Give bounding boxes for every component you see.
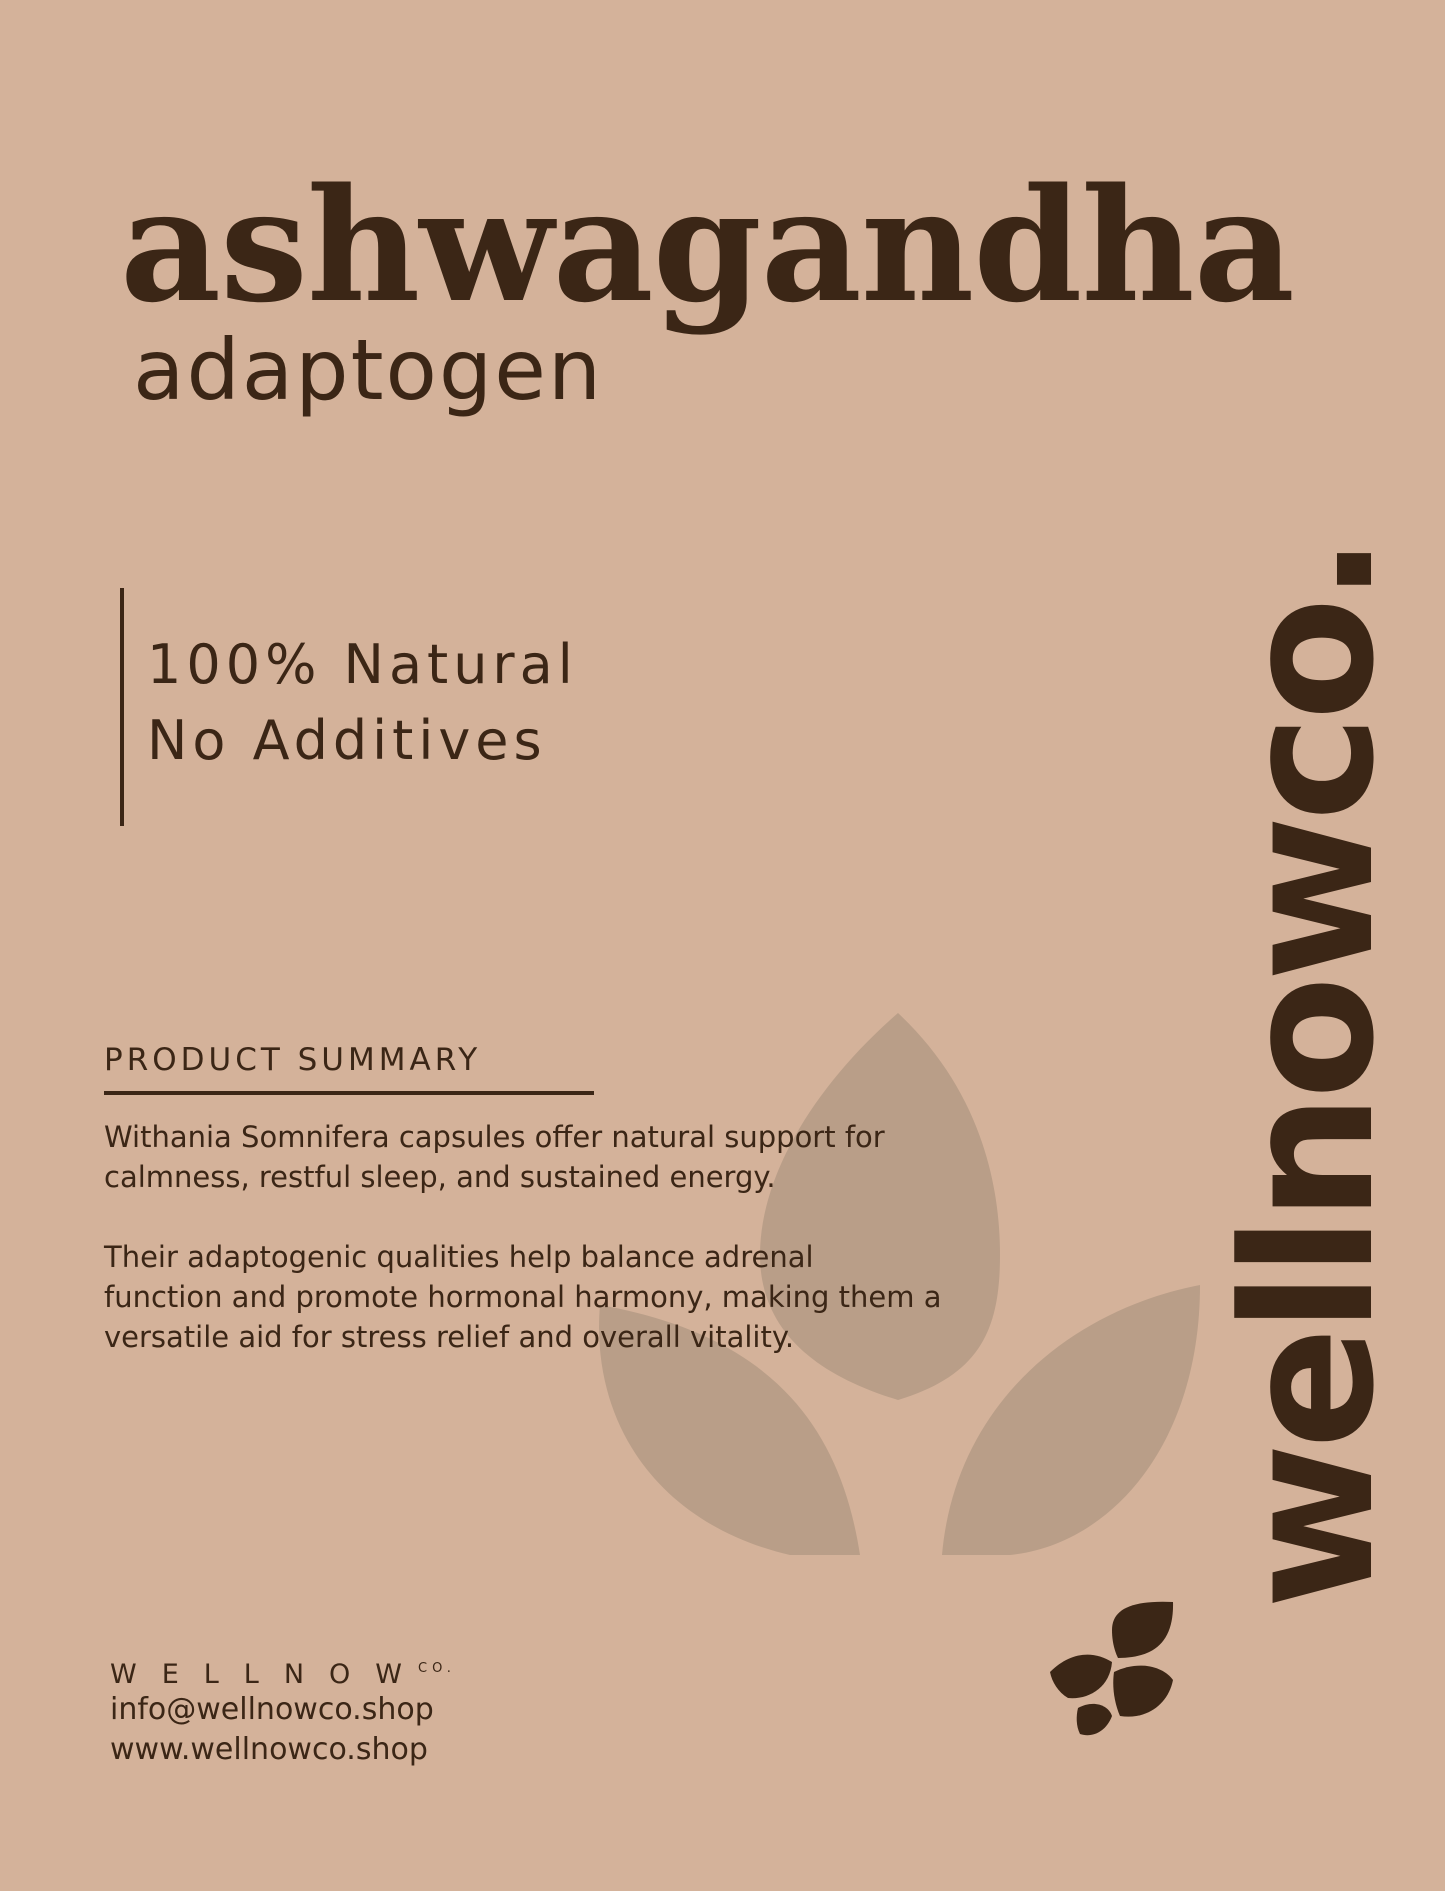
leaf-cluster-icon [1048,1600,1178,1740]
brand-wordmark: wellnowco. [1205,540,1414,1610]
footer-brand-suffix: CO. [418,1661,456,1676]
product-name: ashwagandha [120,154,1294,337]
product-category: adaptogen [133,321,604,419]
footer-brand: WELLNOW [110,1659,427,1690]
claim-natural: 100% Natural [147,633,578,696]
summary-heading: PRODUCT SUMMARY [104,1042,482,1078]
summary-divider [104,1091,594,1095]
footer-website: www.wellnowco.shop [110,1732,428,1767]
summary-paragraph-1: Withania Somnifera capsules offer natural support for calmness, restful sleep, and sustained energy. [104,1120,885,1194]
claim-no-additives: No Additives [147,709,547,772]
footer-email: info@wellnowco.shop [110,1692,434,1727]
summary-paragraph-2: Their adaptogenic qualities help balance adrenal function and promote hormonal harmony, making them a versatile aid for stress relief and overall vitality. [104,1240,942,1354]
claims-divider [120,588,124,826]
